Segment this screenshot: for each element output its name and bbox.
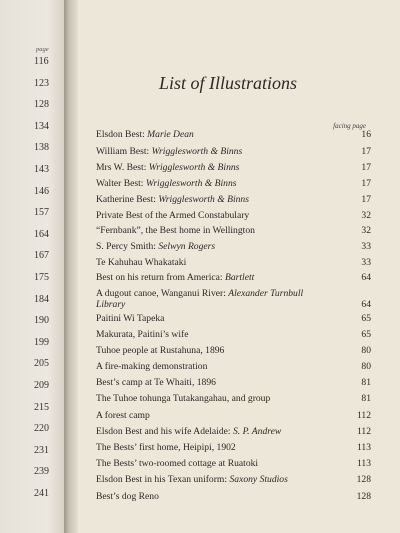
facing-page-number: 16 — [361, 129, 371, 140]
facing-page-header: facing page — [333, 122, 366, 130]
facing-page-number: 33 — [361, 241, 371, 252]
facing-page-number: 64 — [361, 299, 371, 310]
book-gutter — [64, 0, 78, 533]
facing-page-number: 81 — [361, 377, 371, 388]
facing-page-number: 80 — [361, 345, 371, 356]
left-page-number: 199 — [34, 336, 49, 348]
caption-text: “Fernbank”, the Best home in Wellington — [96, 225, 255, 236]
entry-caption — [96, 241, 321, 252]
left-page-number: 175 — [34, 272, 49, 283]
left-page-number: 209 — [34, 380, 49, 391]
caption-text: S. Percy Smith: — [96, 241, 159, 252]
caption-text: Katherine Best: — [96, 194, 159, 205]
photo-credit: Wrigglesworth & Binns — [145, 178, 237, 189]
caption-text: Walter Best: — [96, 178, 146, 189]
caption-text: Private Best of the Armed Constabulary — [96, 210, 250, 221]
entry-caption — [96, 442, 321, 453]
left-page-number: 128 — [34, 99, 49, 111]
left-page-number: 184 — [34, 293, 49, 305]
facing-page-number: 113 — [356, 442, 371, 453]
left-page-number: 146 — [34, 185, 49, 197]
entry-caption — [96, 474, 321, 485]
facing-page-number: 65 — [361, 313, 371, 324]
entry-caption — [96, 162, 321, 173]
caption-text: Paitini Wi Tapeka — [96, 313, 165, 324]
photo-credit: Wrigglesworth & Binns — [151, 146, 243, 157]
left-page-number: 167 — [34, 250, 49, 262]
facing-page-number: 17 — [361, 162, 371, 173]
photo-credit: Saxony Studios — [229, 474, 288, 485]
page-title: List of Illustrations — [159, 73, 298, 93]
caption-text: Best’s dog Reno — [96, 491, 159, 502]
entry-caption — [96, 257, 321, 268]
facing-page-number: 112 — [356, 410, 371, 421]
entry-caption — [96, 393, 321, 404]
facing-page-number: 17 — [361, 146, 371, 157]
left-page-number: 241 — [34, 488, 49, 499]
left-page-number: 239 — [34, 466, 49, 478]
left-page-number: 164 — [34, 228, 49, 240]
entry-caption — [96, 272, 321, 283]
entry-caption — [96, 345, 321, 356]
entry-caption — [96, 210, 321, 221]
caption-text: Elsdon Best: — [96, 129, 148, 140]
facing-page-number: 113 — [356, 458, 371, 469]
caption-text: Makurata, Paitini’s wife — [96, 329, 189, 340]
photo-credit: Bartlett — [224, 272, 255, 283]
caption-text: Elsdon Best in his Texan uniform: — [96, 474, 230, 485]
left-page — [0, 0, 64, 533]
entry-caption — [96, 178, 321, 189]
entry-caption — [96, 194, 321, 205]
left-page-number: 123 — [34, 77, 49, 89]
caption-text: The Bests’ two-roomed cottage at Ruatoki — [96, 458, 259, 469]
facing-page-number: 65 — [361, 329, 371, 340]
photo-credit: Selwyn Rogers — [158, 241, 216, 252]
left-page-number: 231 — [34, 444, 49, 456]
entry-caption — [96, 491, 321, 502]
facing-page-number: 112 — [356, 426, 371, 437]
left-page-number: 205 — [34, 358, 49, 370]
caption-text: Elsdon Best and his wife Adelaide: — [96, 426, 233, 437]
entry-caption — [96, 361, 321, 372]
left-page-number: 190 — [34, 315, 49, 327]
entry-caption — [96, 146, 321, 157]
entry-caption — [96, 410, 321, 421]
entry-caption — [96, 129, 321, 140]
left-page-number: 215 — [34, 401, 49, 413]
left-page-number: 134 — [34, 120, 49, 132]
facing-page-number: 17 — [361, 178, 371, 189]
facing-page-number: 64 — [361, 272, 371, 283]
caption-text: A dugout canoe, Wanganui River: — [96, 288, 229, 299]
facing-page-number: 32 — [361, 225, 371, 236]
photo-credit: Wrigglesworth & Binns — [158, 194, 249, 205]
caption-text: The Tuhoe tohunga Tutakangahau, and group — [96, 393, 271, 404]
entry-caption — [96, 377, 321, 388]
caption-text: A forest camp — [96, 410, 150, 421]
left-page-number: 116 — [34, 56, 49, 67]
caption-text: Best’s camp at Te Whaiti, 1896 — [96, 377, 216, 388]
caption-text: Mrs W. Best: — [96, 162, 149, 173]
page-column-header: page — [36, 46, 49, 53]
facing-page-number: 128 — [356, 491, 371, 502]
photo-credit: Wrigglesworth & Binns — [148, 162, 240, 173]
caption-text: The Bests’ first home, Heipipi, 1902 — [96, 442, 236, 453]
entry-caption — [96, 426, 321, 437]
facing-page-number: 80 — [361, 361, 371, 372]
facing-page-number: 33 — [361, 257, 371, 268]
caption-text: Te Kahuhau Whakataki — [96, 257, 187, 268]
entry-caption — [96, 329, 321, 340]
left-page-number: 220 — [34, 423, 49, 435]
entry-caption — [96, 458, 321, 469]
facing-page-number: 17 — [361, 194, 371, 205]
left-page-number: 143 — [34, 164, 49, 175]
photo-credit: Marie Dean — [147, 129, 194, 140]
caption-text: A fire-making demonstration — [96, 361, 208, 372]
entry-caption — [96, 288, 321, 310]
caption-text: Tuhoe people at Rustahuna, 1896 — [96, 345, 225, 356]
entry-caption — [96, 225, 321, 236]
photo-credit: Alexander Turnbull Library — [96, 288, 304, 310]
entry-caption — [96, 313, 321, 324]
caption-text: William Best: — [96, 146, 152, 157]
left-page-number: 157 — [34, 207, 49, 219]
photo-credit: S. P. Andrew — [232, 426, 282, 437]
facing-page-number: 128 — [356, 474, 371, 485]
facing-page-number: 32 — [361, 210, 371, 221]
facing-page-number: 81 — [361, 393, 371, 404]
caption-text: Best on his return from America: — [96, 272, 225, 283]
left-page-number: 138 — [34, 142, 49, 154]
